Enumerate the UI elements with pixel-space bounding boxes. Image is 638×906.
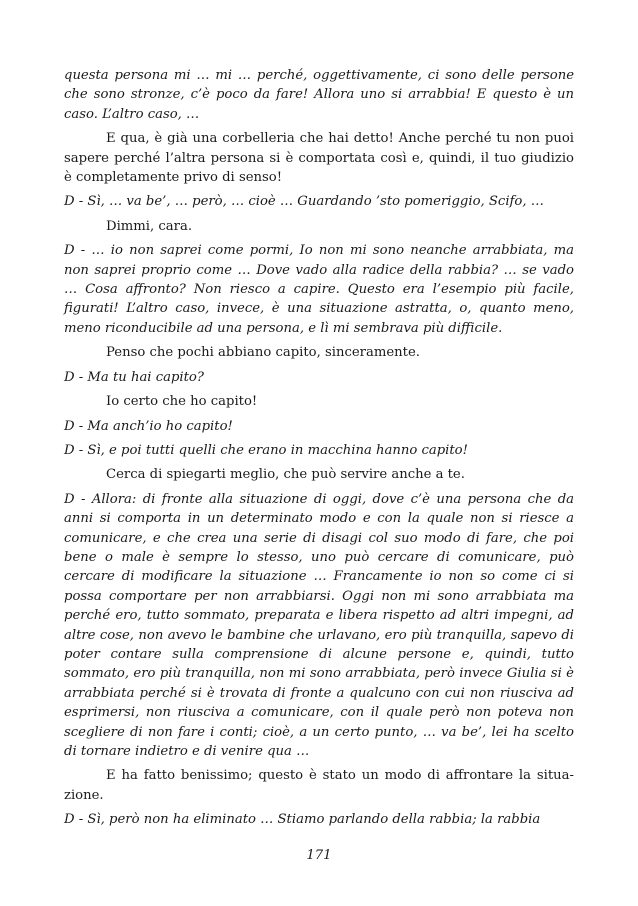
- dialogue-paragraph: D - Ma anch’io ho capito!: [64, 418, 233, 434]
- response-paragraph: E qua, è già una corbelleria che hai detto! Anche perché tu non puoi sapere perché l’altra persona si è comportata così e, quindi, il tuo giudizio è completamente privo di senso!: [64, 131, 574, 186]
- response-paragraph: E ha fatto benissimo; questo è stato un modo di affrontare la situazione.: [64, 768, 574, 803]
- dialogue-paragraph: D - Sì, però non ha eliminato … Stiamo parlando della rabbia; la rabbia: [64, 812, 541, 828]
- dialogue-paragraph: D - Allora: di fronte alla situazione di oggi, dove c’è una persona che da anni si comporta in un determinato modo e con la quale non si riesce a comunicare, e che crea una serie di disagi col suo modo di fare, che poi bene o male è sempre lo stesso, uno può cercare di comunicare, può cercare di modificare la situazione … Francamente io non so come ci si possa comportare per non arrabbiarsi. Oggi non mi sono arrabbiata ma perché ero, tutto sommato, preparata e libera rispetto ad altri impegni, ad altre cose, non avevo le bambine che urlavano, ero più tranquilla, sapevo di poter contare sulla comprensione di alcune persone e, quindi, tutto sommato, ero più tranquilla, non mi sono arrabbiata, però invece Giulia si è arrabbiata perché si è trovata di fronte a qualcuno con cui non riusciva ad esprimersi, non riusciva a comunicare, con il quale però non poteva non scegliere di non fare i conti; cioè, a un certo punto, … va be’, lei ha scelto di tornare indietro e di venire qua …: [64, 491, 574, 759]
- response-paragraph: Io certo che ho capito!: [106, 394, 258, 410]
- dialogue-paragraph: D - Ma tu hai capito?: [64, 369, 204, 385]
- page-text: [64, 66, 574, 835]
- dialogue-paragraph: questa persona mi … mi … perché, oggettivamente, ci sono delle persone che sono stronze, c’è poco da fare! Allora uno si arrabbia! E questo è un caso. L’altro caso, …: [64, 68, 574, 122]
- response-paragraph: Cerca di spiegarti meglio, che può servire anche a te.: [106, 467, 465, 483]
- dialogue-paragraph: D - … io non saprei come pormi, Io non mi sono neanche arrabbiata, ma non saprei proprio come … Dove vado alla radice della rabbia? … se vado … Cosa affronto? Non riesco a capire. Questo era l’esempio più facile, figurati! L’altro caso, invece, è una situazione astratta, o, quanto meno, meno riconducibile ad una persona, e lì mi sembrava più difficile.: [64, 243, 574, 336]
- dialogue-paragraph: D - Sì, e poi tutti quelli che erano in macchina hanno capito!: [64, 442, 468, 458]
- response-paragraph: Penso che pochi abbiano capito, sinceramente.: [106, 345, 420, 361]
- response-paragraph: Dimmi, cara.: [106, 218, 193, 234]
- page-number: 171: [306, 848, 332, 863]
- dialogue-paragraph: D - Sì, … va be’, … però, … cioè … Guardando ’sto pomeriggio, Scifo, …: [64, 194, 544, 210]
